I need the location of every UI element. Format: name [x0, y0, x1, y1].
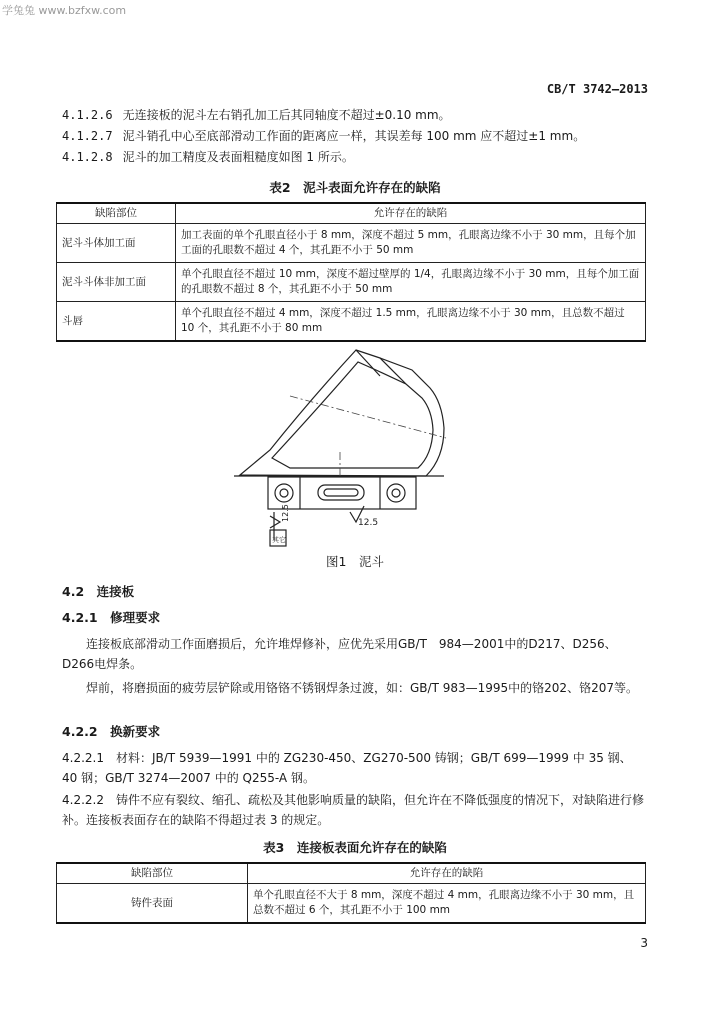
center-line: [290, 396, 446, 438]
table-header-row: [57, 863, 646, 884]
table2: [56, 202, 646, 342]
bucket-outline: [240, 350, 444, 476]
table-row: [57, 884, 646, 924]
table-row: [57, 302, 646, 342]
clause-text: 泥斗的加工精度及表面粗糙度如图 1 所示。: [122, 150, 354, 164]
clause-number: 4.1.2.7: [62, 129, 113, 143]
table-cell-part: 斗唇: [57, 302, 176, 342]
lip-line: [380, 358, 406, 384]
watermark: 学兔兔 www.bzfxw.com: [2, 4, 127, 17]
table-row: [57, 263, 646, 302]
plate-slot-inner: [324, 489, 358, 496]
table3: [56, 862, 646, 924]
table-cell-part: 泥斗斗体加工面: [57, 224, 176, 263]
clause-number: 4.1.2.6: [62, 108, 113, 122]
table-header-cell: 缺陷部位: [57, 203, 176, 224]
figure1-caption: 图1 泥斗: [326, 554, 384, 569]
bucket-inner-outline: [272, 362, 433, 468]
section-heading-4-2-1: 4.2.1 修理要求: [62, 610, 161, 625]
pin-hole-right: [387, 484, 405, 502]
table2-title: 表2 泥斗表面允许存在的缺陷: [269, 180, 441, 195]
datum-label: 其它: [272, 536, 286, 544]
pin-hole-right-inner: [392, 489, 400, 497]
table-cell-part: 铸件表面: [57, 884, 248, 924]
pin-hole-left: [275, 484, 293, 502]
clause-4-1-2-7: [62, 127, 585, 145]
figure1-bucket-drawing: [230, 340, 460, 552]
paragraph-repair-2: 焊前，将磨损面的疲劳层铲除或用铬铬不锈钢焊条过渡，如：GB/T 983—1995中的铬202、铬207等。: [86, 681, 638, 695]
table-header-cell: 允许存在的缺陷: [176, 203, 646, 224]
section-heading-4-2: 4.2 连接板: [62, 584, 135, 599]
table-cell-defect: 单个孔眼直径不超过 10 mm，深度不超过壁厚的 1/4，孔眼离边缘不小于 30 mm，且每个加工面的孔眼数不超过 8 个，其孔距不小于 50 mm: [176, 263, 646, 302]
page-number: 3: [640, 936, 648, 950]
plate-slot: [318, 485, 364, 500]
table-cell-defect: 单个孔眼直径不超过 4 mm，深度不超过 1.5 mm，孔眼离边缘不小于 30 mm，且总数不超过 10 个，其孔距不小于 80 mm: [176, 302, 646, 342]
pin-hole-left-inner: [280, 489, 288, 497]
clause-text: 泥斗销孔中心至底部滑动工作面的距离应一样，其误差每 100 mm 应不超过±1 mm。: [122, 129, 586, 143]
clause-4-1-2-8: [62, 148, 354, 166]
clause-4-2-2-1: 4.2.2.1 材料：JB/T 5939—1991 中的 ZG230-450、ZG270-500 铸钢；GB/T 699—1999 中 35 钢、40 钢；GB/T 3274—2007 中的 Q255-A 钢。: [62, 751, 632, 785]
clause-text: 无连接板的泥斗左右销孔加工后其同轴度不超过±0.10 mm。: [122, 108, 451, 122]
section-heading-4-2-2: 4.2.2 换新要求: [62, 724, 161, 739]
standard-number: CB/T 3742—2013: [546, 82, 648, 96]
roughness-symbol-left: [270, 516, 280, 528]
table-cell-defect: 单个孔眼直径不大于 8 mm，深度不超过 4 mm，孔眼离边缘不小于 30 mm，且总数不超过 6 个，其孔距不小于 100 mm: [248, 884, 646, 924]
table-row: [57, 224, 646, 263]
table-header-cell: 缺陷部位: [57, 863, 248, 884]
roughness-value-bottom: 12.5: [358, 518, 379, 528]
clause-number: 4.1.2.8: [62, 150, 113, 164]
table3-title: 表3 连接板表面允许存在的缺陷: [263, 840, 447, 855]
roughness-value-left: 12.5: [281, 504, 290, 522]
paragraph-repair-1: 连接板底部滑动工作面磨损后，允许堆焊修补，应优先采用GB/T 984—2001中的D217、D256、D266电焊条。: [62, 637, 617, 671]
table-header-row: [57, 203, 646, 224]
table-cell-defect: 加工表面的单个孔眼直径小于 8 mm，深度不超过 5 mm，孔眼离边缘不小于 30 mm，且每个加工面的孔眼数不超过 4 个，其孔距不小于 50 mm: [176, 224, 646, 263]
clause-4-1-2-6: [62, 106, 451, 124]
table-header-cell: 允许存在的缺陷: [248, 863, 646, 884]
table-cell-part: 泥斗斗体非加工面: [57, 263, 176, 302]
clause-4-2-2-2: 4.2.2.2 铸件不应有裂纹、缩孔、疏松及其他影响质量的缺陷，但允许在不降低强度的情况下，对缺陷进行修补。连接板表面存在的缺陷不得超过表 3 的规定。: [62, 793, 644, 827]
connecting-plate: [268, 477, 416, 509]
